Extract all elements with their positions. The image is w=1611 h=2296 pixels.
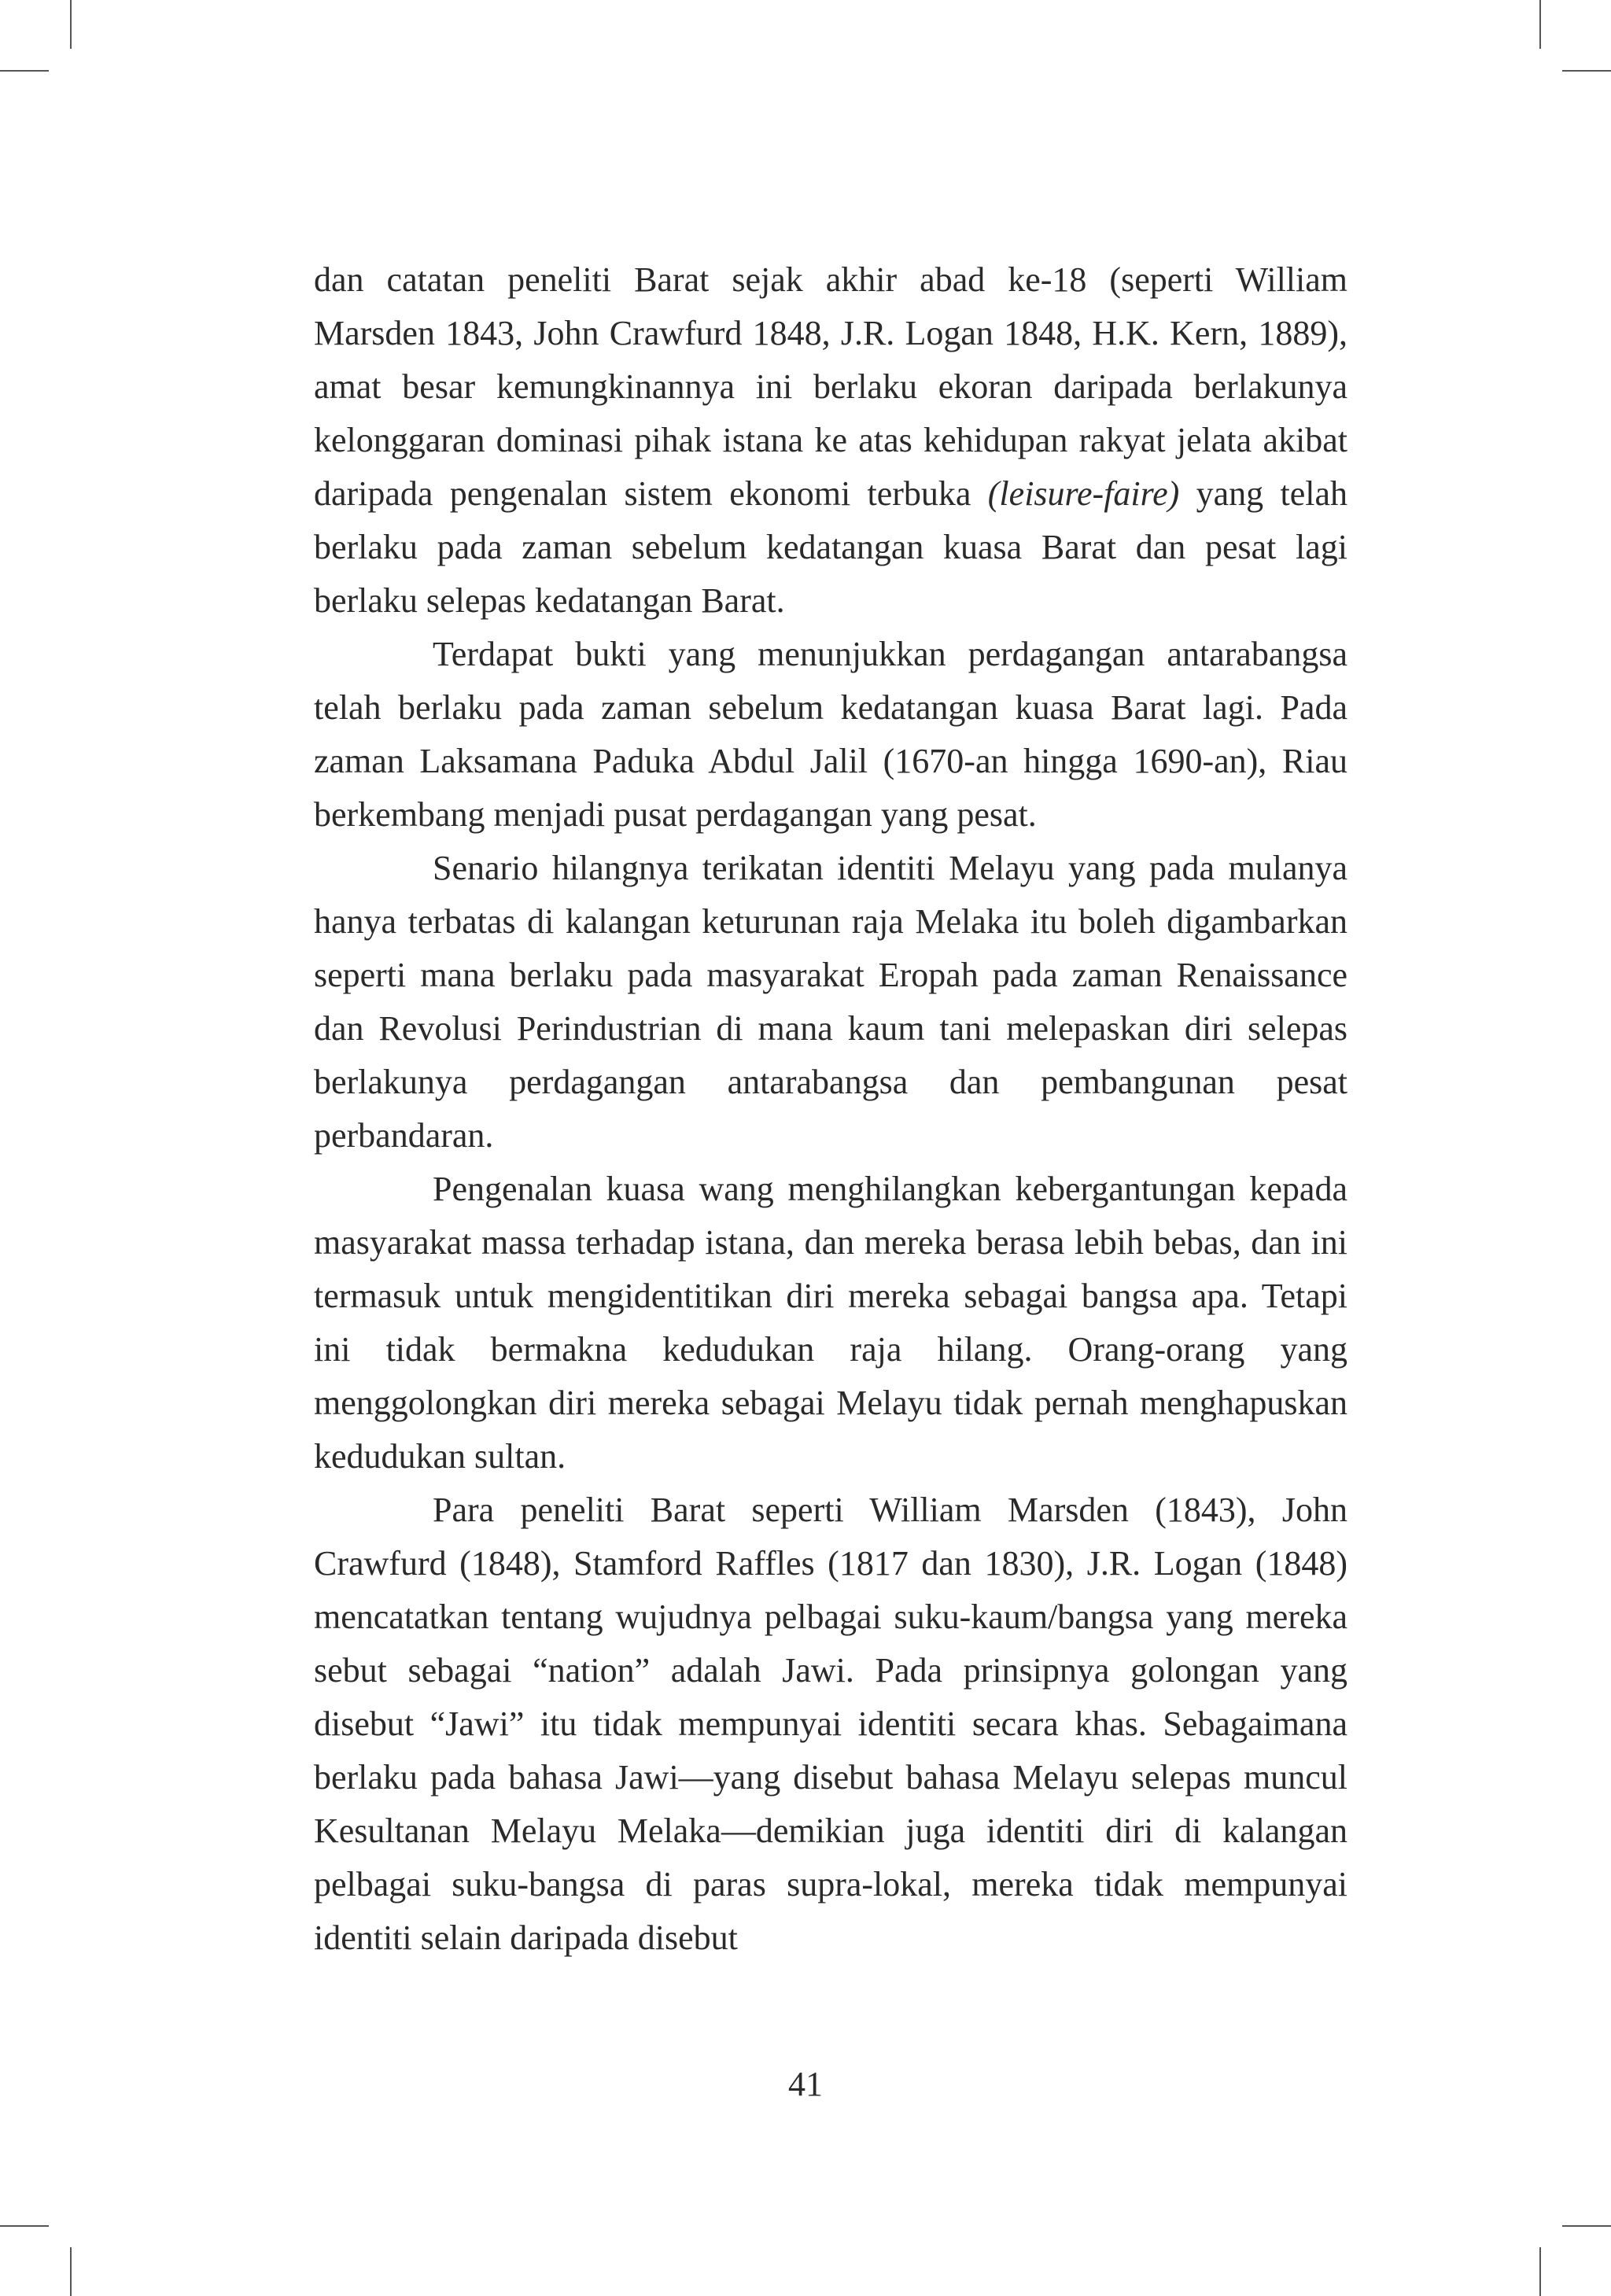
crop-mark-top-right-horizontal (1562, 70, 1611, 72)
paragraph-3: Senario hilangnya terikatan identiti Melayu yang pada mulanya hanya terbatas di kalangan keturunan raja Melaka itu boleh digambarkan seperti mana berlaku pada masyarakat Eropah pada zaman Renaissance dan Revolusi Perindustrian di mana kaum tani melepaskan diri selepas berlakunya perdagangan antarabangsa dan pembangunan pesat perbandaran. (314, 849, 1347, 1155)
paragraph-5: Para peneliti Barat seperti William Marsden (1843), John Crawfurd (1848), Stamford Raffles (1817 dan 1830), J.R. Logan (1848) mencatatkan tentang wujudnya pelbagai suku-kaum/bangsa yang mereka sebut sebagai “nation” adalah Jawi. Pada prinsipnya golongan yang disebut “Jawi” itu tidak mempunyai identiti secara khas. Sebagaimana berlaku pada bahasa Jawi—yang disebut bahasa Melayu selepas muncul Kesultanan Melayu Melaka—demikian juga identiti diri di kalangan pelbagai suku-bangsa di paras supra-lokal, mereka tidak mempunyai identiti selain daripada disebut (314, 1491, 1347, 1957)
crop-mark-bottom-left-horizontal (0, 2225, 49, 2227)
paragraph-1-italic-term: (leisure-faire) (987, 474, 1180, 513)
paragraph-1 (314, 253, 1347, 628)
paragraph-4: Pengenalan kuasa wang menghilangkan kebergantungan kepada masyarakat massa terhadap istana, dan mereka berasa lebih bebas, dan ini termasuk untuk mengidentitikan diri mereka sebagai bangsa apa. Tetapi ini tidak bermakna kedudukan raja hilang. Orang-orang yang menggolongkan diri mereka sebagai Melayu tidak pernah menghapuskan kedudukan sultan. (314, 1170, 1347, 1476)
crop-mark-top-left-vertical (70, 0, 72, 49)
crop-mark-top-right-vertical (1539, 0, 1541, 49)
paragraph-2: Terdapat bukti yang menunjukkan perdagangan antarabangsa telah berlaku pada zaman sebelum kedatangan kuasa Barat lagi. Pada zaman Laksamana Paduka Abdul Jalil (1670-an hingga 1690-an), Riau berkembang menjadi pusat perdagangan yang pesat. (314, 635, 1347, 834)
page-number: 41 (788, 2065, 823, 2103)
paragraph-1-text-after: yang telah berlaku pada zaman sebelum kedatangan kuasa Barat dan pesat lagi berlaku selepas kedatangan Barat. (314, 474, 1348, 620)
body-text (314, 253, 1347, 1965)
crop-mark-bottom-right-horizontal (1562, 2225, 1611, 2227)
crop-mark-bottom-left-vertical (70, 2247, 72, 2296)
paragraph-1-text-before: dan catatan peneliti Barat sejak akhir abad ke-18 (seperti William Marsden 1843, John Crawfurd 1848, J.R. Logan 1848, H.K. Kern, 1889), amat besar kemungkinannya ini berlaku ekoran daripada berlakunya kelonggaran dominasi pihak istana ke atas kehidupan rakyat jelata akibat daripada pengenalan sistem ekonomi terbuka (314, 260, 1347, 513)
crop-mark-bottom-right-vertical (1539, 2247, 1541, 2296)
crop-mark-top-left-horizontal (0, 70, 49, 72)
